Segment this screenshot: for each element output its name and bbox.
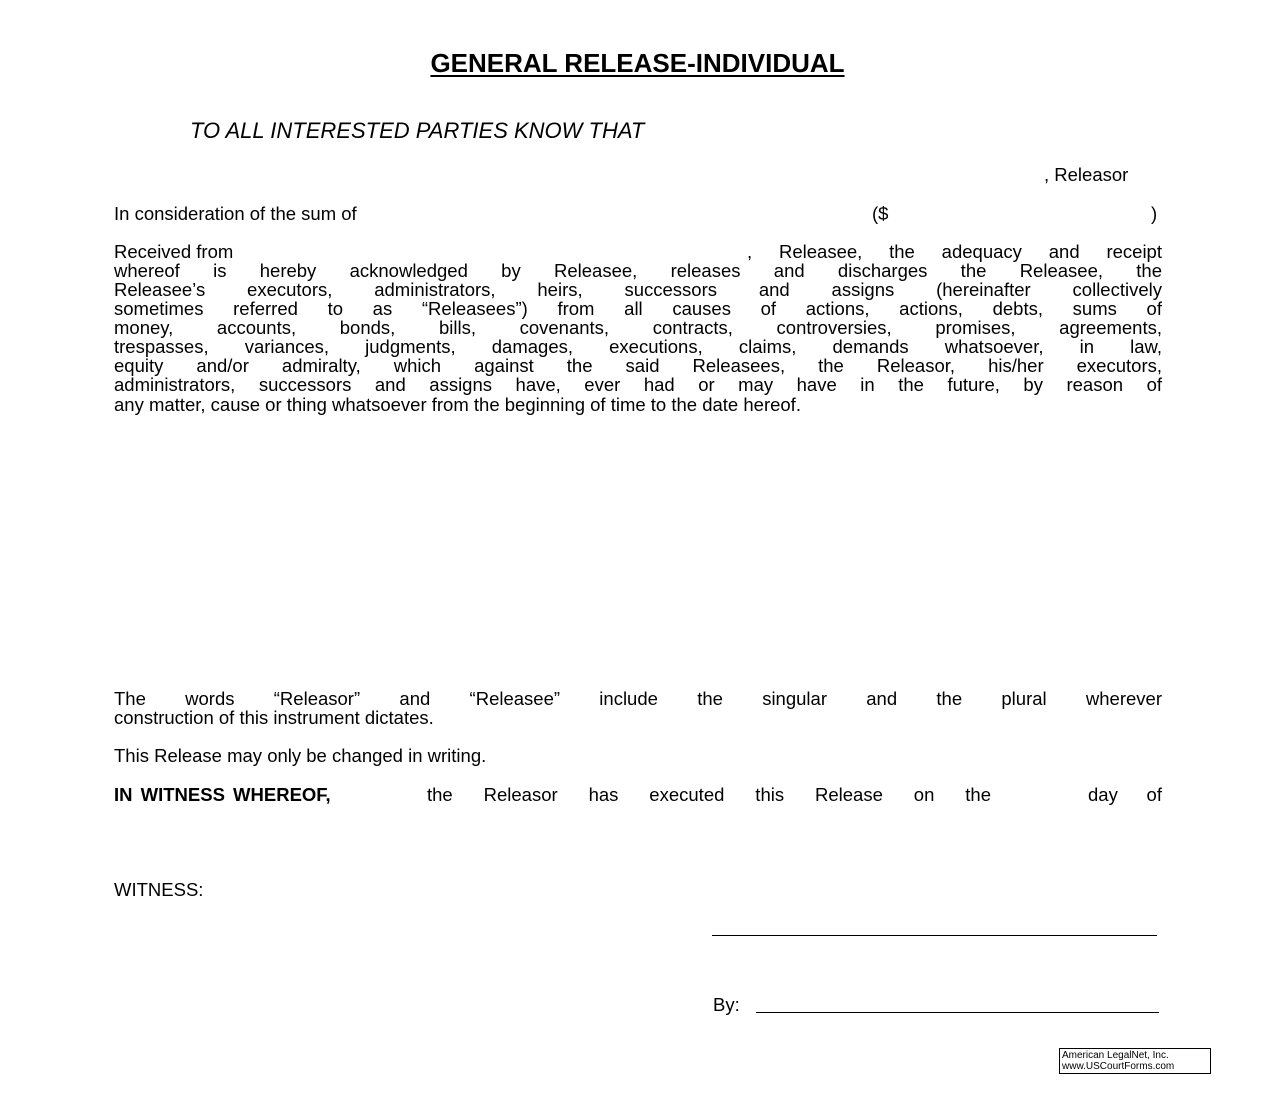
releasor-signature-line[interactable] <box>712 935 1157 936</box>
by-label: By: <box>713 994 740 1015</box>
document-title: GENERAL RELEASE-INDIVIDUAL <box>430 48 845 78</box>
releasor-label: , Releasor <box>1044 164 1129 185</box>
release-body-line: Releasee’s executors, administrators, heirs, successors and assigns (hereinafter collectively <box>114 279 1162 300</box>
witness-clause-text: the Releasor has executed this Release on the <box>427 784 991 805</box>
words-clause-line: construction of this instrument dictates. <box>114 707 434 728</box>
by-signature-line[interactable] <box>756 1012 1159 1013</box>
change-clause: This Release may only be changed in writing. <box>114 745 487 766</box>
received-from-label: Received from <box>114 241 234 262</box>
release-body-line: equity and/or admiralty, which against the said Releasees, the Releasor, his/her executors, <box>114 355 1162 376</box>
release-body-line: administrators, successors and assigns have, ever had or may have in the future, by reason of <box>114 374 1162 395</box>
witness-clause-bold: IN WITNESS WHEREOF, <box>114 784 331 805</box>
publisher-stamp <box>1059 1048 1211 1074</box>
releasee-clause: , Releasee, the adequacy and receipt <box>747 241 1162 262</box>
release-body-line: any matter, cause or thing whatsoever from the beginning of time to the date hereof. <box>114 394 801 415</box>
consideration-label: In consideration of the sum of <box>114 203 357 224</box>
witness-label: WITNESS: <box>114 879 204 900</box>
intro-heading: TO ALL INTERESTED PARTIES KNOW THAT <box>190 118 645 143</box>
release-body-line: whereof is hereby acknowledged by Releasee, releases and discharges the Releasee, the <box>114 260 1162 281</box>
release-body-line: trespasses, variances, judgments, damages, executions, claims, demands whatsoever, in law, <box>114 336 1162 357</box>
dollar-open: ($ <box>872 203 889 224</box>
stamp-line2: www.USCourtForms.com <box>1062 1061 1175 1072</box>
words-clause-line: The words “Releasor” and “Releasee” include the singular and the plural wherever <box>114 688 1162 709</box>
stamp-line1: American LegalNet, Inc. <box>1062 1050 1169 1061</box>
dollar-close: ) <box>1151 203 1158 224</box>
witness-clause-day: day of <box>1088 784 1162 805</box>
release-body-line: money, accounts, bonds, bills, covenants, contracts, controversies, promises, agreements, <box>114 317 1162 338</box>
release-body-line: sometimes referred to as “Releasees”) from all causes of actions, actions, debts, sums of <box>114 298 1162 319</box>
